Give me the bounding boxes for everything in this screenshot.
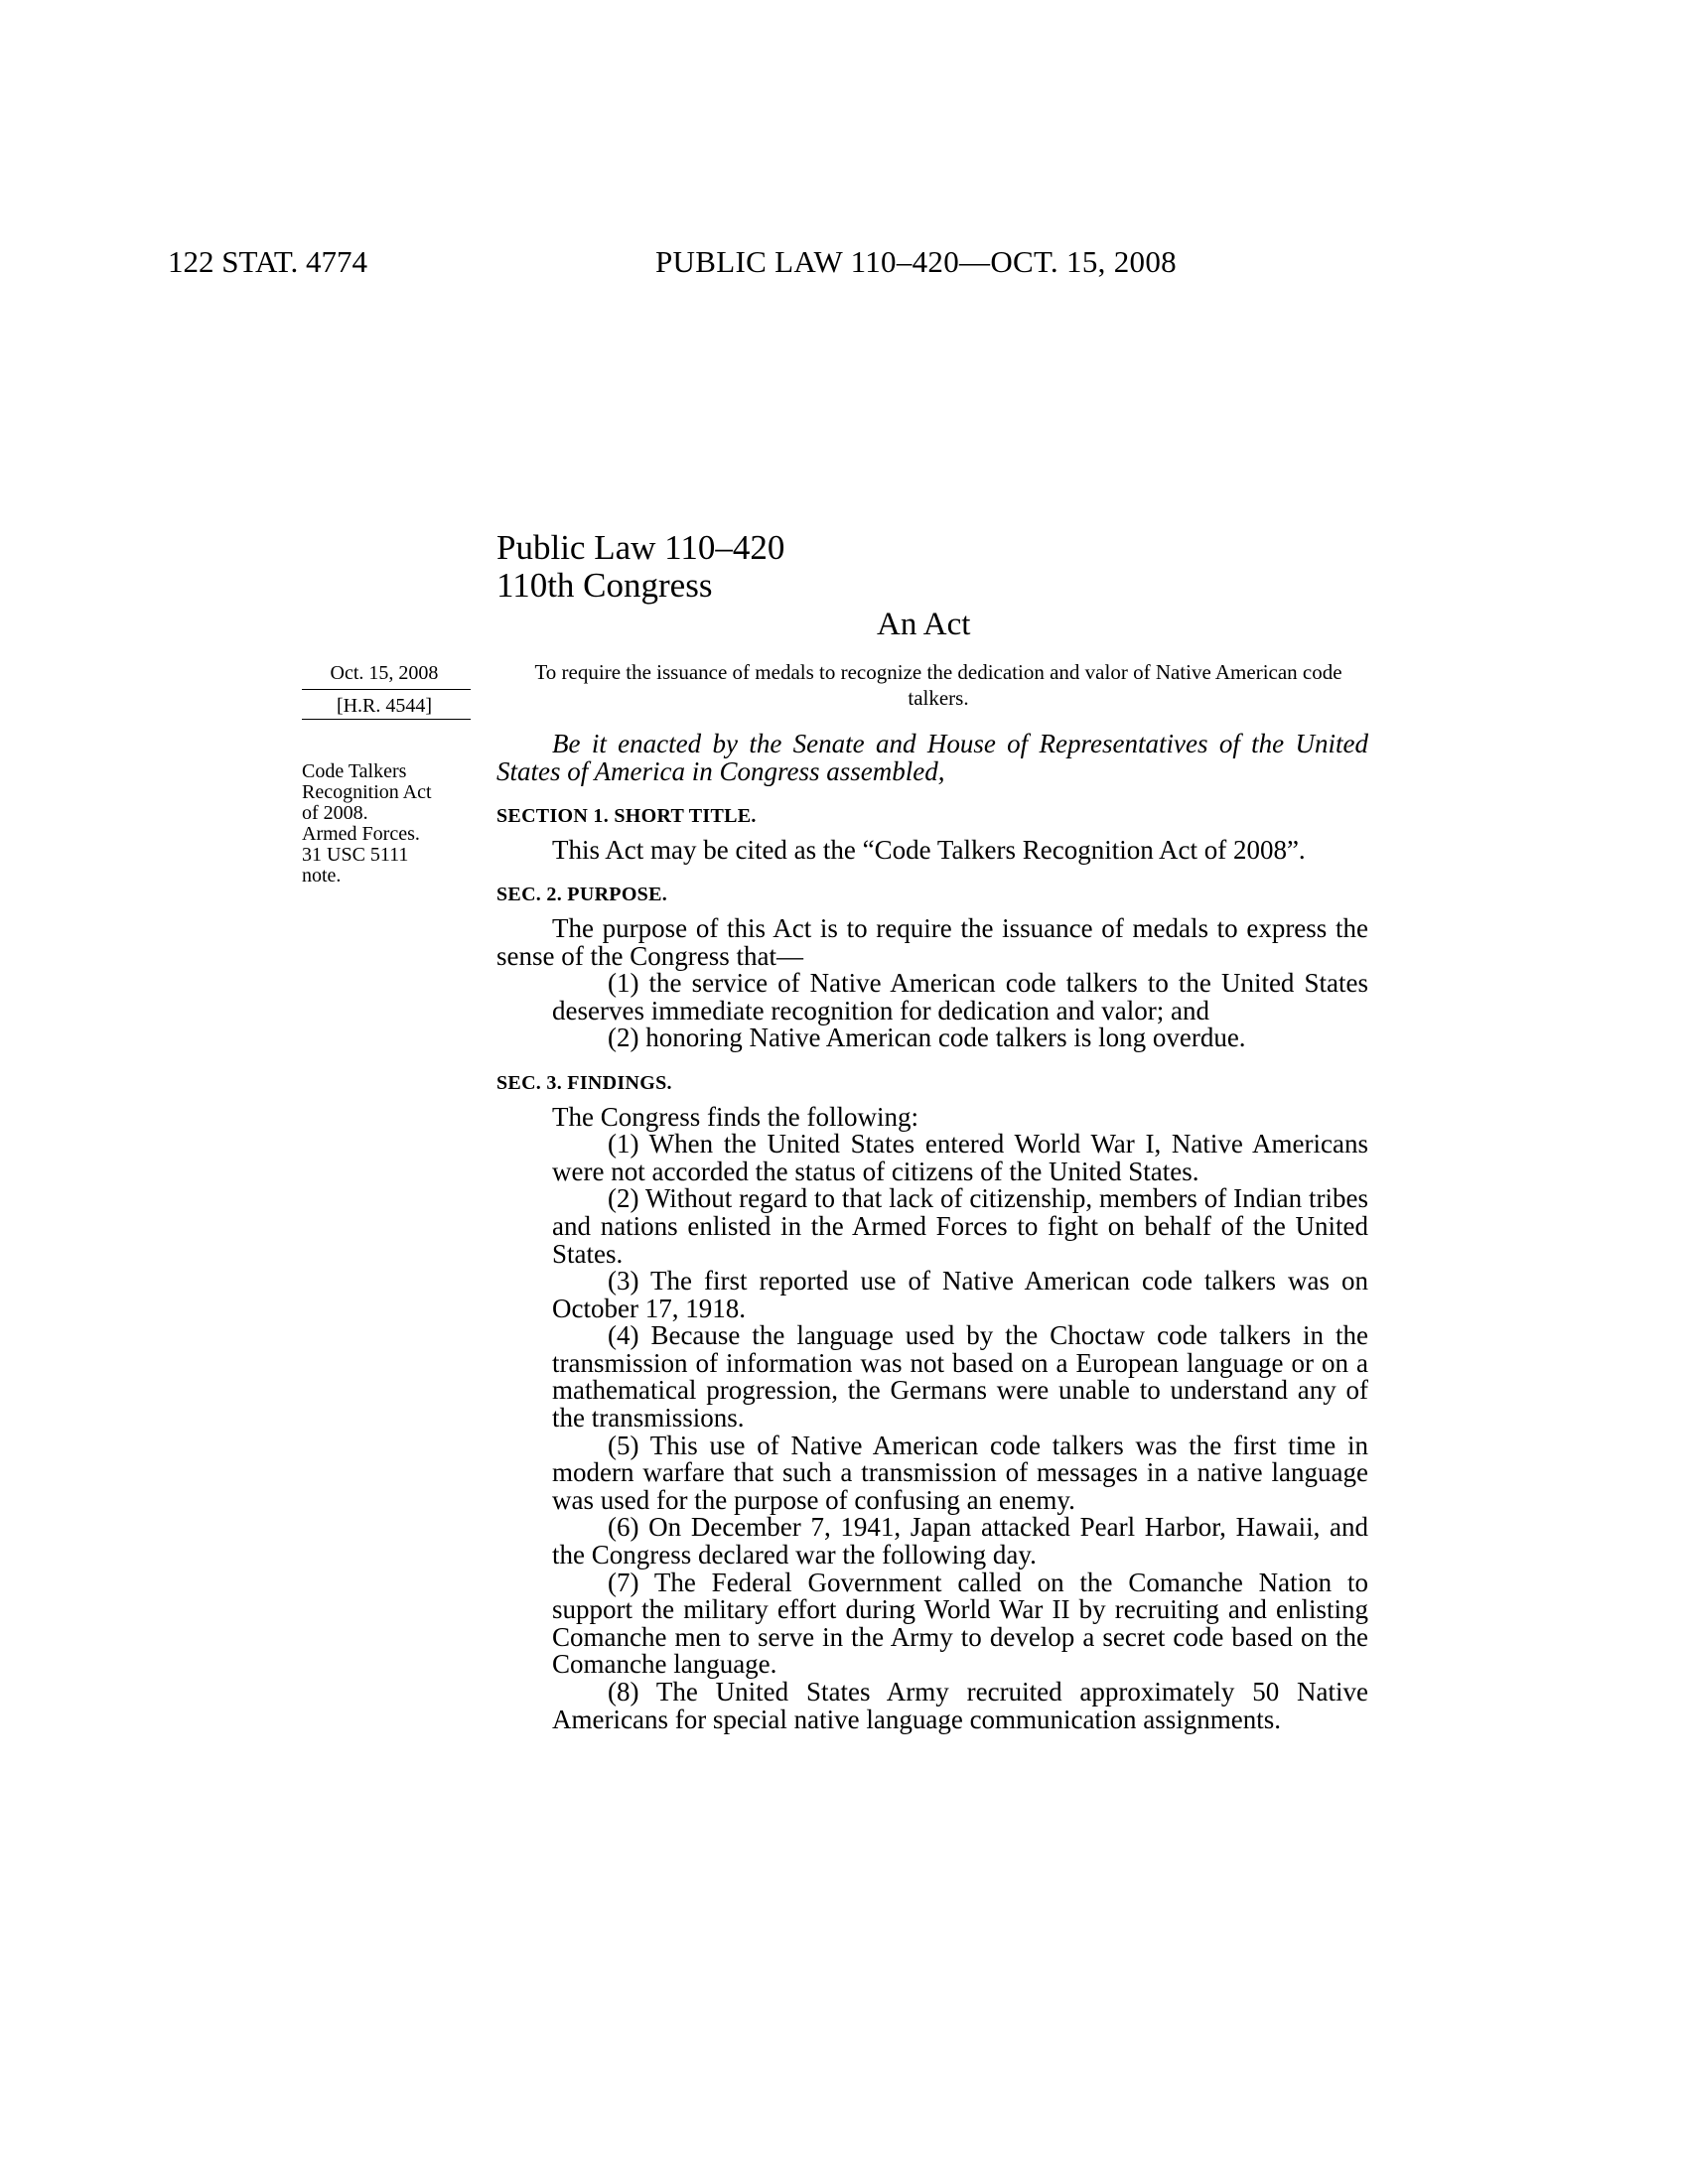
margin-divider [302, 719, 471, 720]
margin-note-line: note. [302, 865, 342, 887]
list-item: (6) On December 7, 1941, Japan attacked Pearl Harbor, Hawaii, and the Congress declared war the following day. [552, 1512, 1368, 1570]
margin-notes [302, 761, 471, 887]
running-header-law: PUBLIC LAW 110–420—OCT. 15, 2008 [655, 244, 1177, 279]
section-3-items [496, 1101, 1368, 1734]
law-number: Public Law 110–420 [496, 528, 785, 567]
section-3-intro: The Congress finds the following: [552, 1101, 918, 1132]
section-1-text: This Act may be cited as the “Code Talkers Recognition Act of 2008”. [552, 834, 1306, 865]
act-heading: An Act [877, 607, 971, 642]
list-item: (2) Without regard to that lack of citizenship, members of Indian tribes and nations enlisted in the Armed Forces to fight on behalf of the United States. [552, 1183, 1368, 1269]
list-item: (1) the service of Native American code talkers to the United States deserves immediate recognition for dedication and valor; and [552, 968, 1368, 1025]
margin-bill-number: [H.R. 4544] [336, 695, 433, 717]
margin-note-line: 31 USC 5111 [302, 844, 409, 866]
enacting-clause: Be it enacted by the Senate and House of Representatives of the United States of America in Congress assembled, [496, 729, 1368, 786]
margin-note-line: Code Talkers [302, 760, 407, 782]
page-stat-reference: 122 STAT. 4774 [168, 244, 368, 279]
list-item: (2) honoring Native American code talkers is long overdue. [608, 1023, 1246, 1053]
section-2-items [496, 970, 1368, 1052]
act-body [496, 731, 1368, 1733]
list-item: (1) When the United States entered World War I, Native Americans were not accorded the status of citizens of the United States. [552, 1129, 1368, 1186]
section-2-intro: The purpose of this Act is to require the issuance of medals to express the sense of the Congress that— [496, 912, 1368, 971]
margin-divider [302, 689, 471, 690]
margin-note-line: Armed Forces. [302, 823, 420, 845]
margin-note-line: of 2008. [302, 802, 368, 824]
margin-note-line: Recognition Act [302, 781, 432, 803]
list-item: (5) This use of Native American code talkers was the first time in modern warfare that such a transmission of messages in a native language was used for the purpose of confusing an enemy. [552, 1430, 1368, 1515]
act-description: To require the issuance of medals to recognize the dedication and valor of Native American code talkers. [534, 660, 1342, 710]
law-title-block [496, 529, 784, 605]
list-item: (8) The United States Army recruited approximately 50 Native Americans for special native language communication assignments. [552, 1677, 1368, 1734]
list-item: (3) The first reported use of Native American code talkers was on October 17, 1918. [552, 1266, 1368, 1323]
margin-date: Oct. 15, 2008 [330, 662, 439, 684]
section-2-heading: SEC. 2. PURPOSE. [496, 884, 668, 906]
list-item: (4) Because the language used by the Choctaw code talkers in the transmission of information was not based on a European language or on a mathematical progression, the Germans were unable to understand any of the transmissions. [552, 1320, 1368, 1433]
list-item: (7) The Federal Government called on the Comanche Nation to support the military effort during World War II by recruiting and enlisting Comanche men to serve in the Army to develop a secret code based on the Comanche language. [552, 1567, 1368, 1680]
section-1-heading: SECTION 1. SHORT TITLE. [496, 805, 757, 828]
congress-number: 110th Congress [496, 566, 713, 605]
section-3-heading: SEC. 3. FINDINGS. [496, 1071, 672, 1094]
